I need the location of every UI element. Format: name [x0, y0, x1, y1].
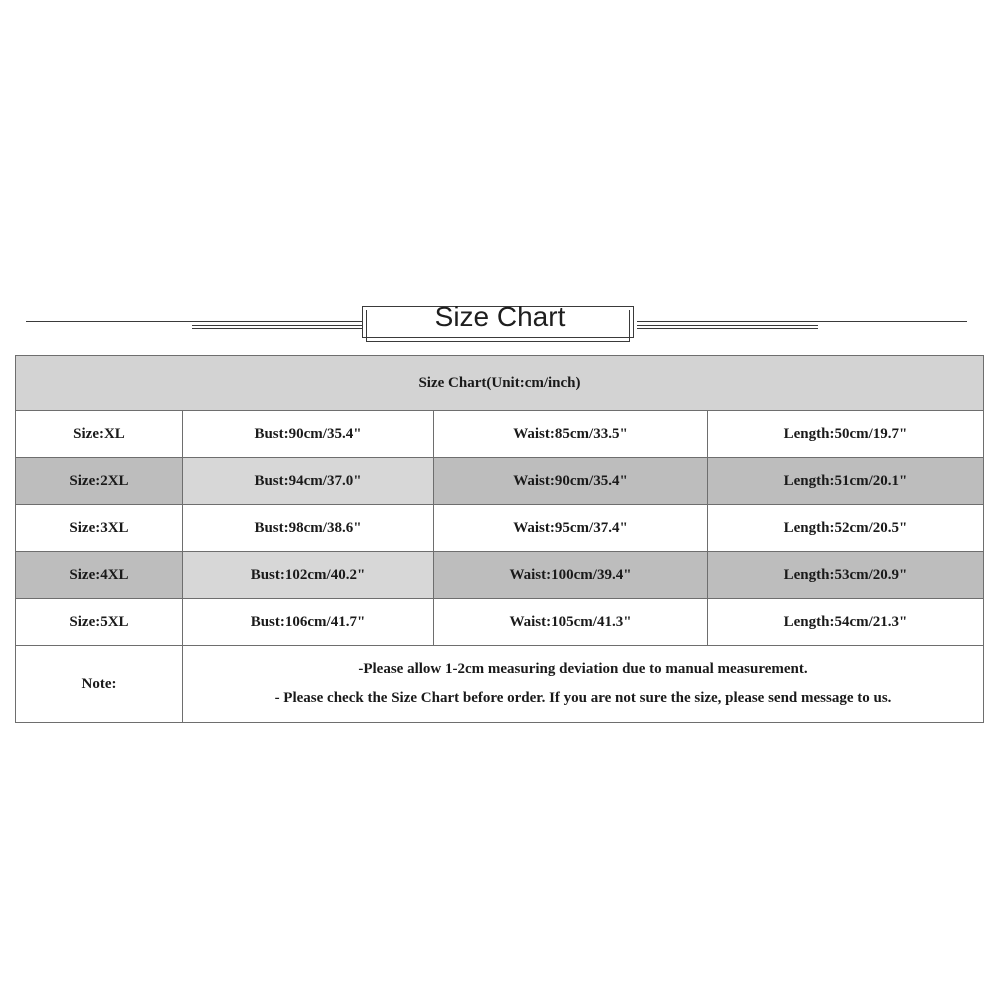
waist-cell: Waist:95cm/37.4"	[434, 505, 708, 552]
waist-cell: Waist:85cm/33.5"	[434, 411, 708, 458]
waist-cell: Waist:100cm/39.4"	[434, 552, 708, 599]
length-cell: Length:53cm/20.9"	[708, 552, 984, 599]
table-row	[16, 599, 984, 646]
size-chart-table	[15, 355, 984, 723]
size-cell: Size:4XL	[16, 552, 183, 599]
table-caption: Size Chart(Unit:cm/inch)	[16, 356, 984, 411]
page-title: Size Chart	[434, 301, 566, 332]
length-cell: Length:52cm/20.5"	[708, 505, 984, 552]
waist-cell: Waist:90cm/35.4"	[434, 458, 708, 505]
note-row	[16, 646, 984, 723]
table-row	[16, 505, 984, 552]
bust-cell: Bust:102cm/40.2"	[183, 552, 434, 599]
length-cell: Length:54cm/21.3"	[708, 599, 984, 646]
note-text	[183, 646, 984, 723]
table-caption-row	[16, 356, 984, 411]
note-line: -Please allow 1-2cm measuring deviation due to manual measurement.	[358, 661, 808, 677]
bust-cell: Bust:90cm/35.4"	[183, 411, 434, 458]
length-cell: Length:51cm/20.1"	[708, 458, 984, 505]
note-line: - Please check the Size Chart before order. If you are not sure the size, please send message to us.	[274, 690, 892, 706]
table-row	[16, 552, 984, 599]
waist-cell: Waist:105cm/41.3"	[434, 599, 708, 646]
length-cell: Length:50cm/19.7"	[708, 411, 984, 458]
bust-cell: Bust:94cm/37.0"	[183, 458, 434, 505]
size-chart-banner	[0, 300, 1000, 346]
bust-cell: Bust:98cm/38.6"	[183, 505, 434, 552]
note-label: Note:	[16, 646, 183, 723]
size-cell: Size:5XL	[16, 599, 183, 646]
size-cell: Size:XL	[16, 411, 183, 458]
size-cell: Size:2XL	[16, 458, 183, 505]
table-row	[16, 411, 984, 458]
size-cell: Size:3XL	[16, 505, 183, 552]
bust-cell: Bust:106cm/41.7"	[183, 599, 434, 646]
table-row	[16, 458, 984, 505]
